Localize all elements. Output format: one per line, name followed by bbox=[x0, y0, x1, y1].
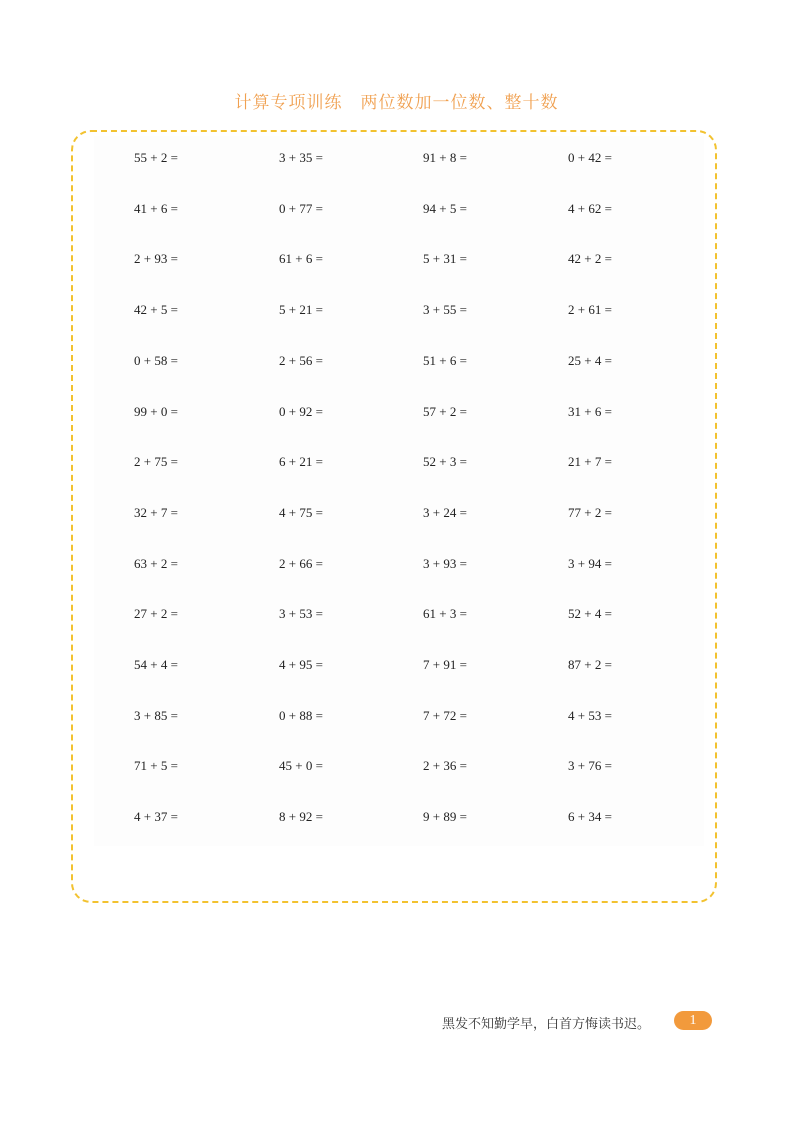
math-problem: 61 + 3 = bbox=[423, 606, 467, 622]
math-problem: 0 + 58 = bbox=[134, 352, 178, 368]
math-problem: 3 + 24 = bbox=[423, 504, 467, 520]
worksheet-title: 计算专项训练 两位数加一位数、整十数 bbox=[234, 93, 559, 113]
math-problem: 2 + 93 = bbox=[134, 251, 178, 267]
math-problem: 2 + 66 = bbox=[279, 555, 323, 571]
exercise-grid bbox=[94, 136, 704, 846]
math-problem: 55 + 2 = bbox=[134, 150, 178, 165]
page-number-badge: 1 bbox=[674, 1011, 712, 1030]
math-problem: 9 + 89 = bbox=[423, 809, 467, 825]
math-problem: 42 + 2 = bbox=[568, 251, 612, 267]
math-problem: 91 + 8 = bbox=[423, 150, 467, 165]
math-problem: 3 + 76 = bbox=[568, 758, 612, 774]
math-problem: 3 + 93 = bbox=[423, 555, 467, 571]
math-problem: 94 + 5 = bbox=[423, 200, 467, 216]
math-problem: 54 + 4 = bbox=[134, 657, 178, 672]
math-problem: 8 + 92 = bbox=[279, 809, 323, 825]
math-problem: 2 + 36 = bbox=[423, 758, 467, 774]
math-problem: 0 + 42 = bbox=[568, 150, 612, 165]
math-problem: 4 + 53 = bbox=[568, 707, 612, 723]
math-problem: 31 + 6 = bbox=[568, 403, 612, 419]
math-problem: 4 + 75 = bbox=[279, 504, 323, 520]
math-problem: 61 + 6 = bbox=[279, 251, 323, 267]
math-problem: 3 + 94 = bbox=[568, 555, 612, 571]
math-problem: 42 + 5 = bbox=[134, 302, 178, 318]
math-problem: 77 + 2 = bbox=[568, 504, 612, 520]
math-problem: 87 + 2 = bbox=[568, 657, 612, 672]
math-problem: 2 + 61 = bbox=[568, 302, 612, 318]
math-problem: 4 + 62 = bbox=[568, 200, 612, 216]
math-problem: 21 + 7 = bbox=[568, 454, 612, 470]
math-problem: 6 + 21 = bbox=[279, 454, 323, 470]
math-problem: 45 + 0 = bbox=[279, 758, 323, 774]
math-problem: 0 + 88 = bbox=[279, 707, 323, 723]
math-problem: 57 + 2 = bbox=[423, 403, 467, 419]
math-problem: 51 + 6 = bbox=[423, 352, 467, 368]
math-problem: 3 + 85 = bbox=[134, 707, 178, 723]
math-problem: 25 + 4 = bbox=[568, 352, 612, 368]
math-problem: 3 + 53 = bbox=[279, 606, 323, 622]
math-problem: 52 + 4 = bbox=[568, 606, 612, 622]
math-problem: 4 + 95 = bbox=[279, 657, 323, 672]
math-problem: 27 + 2 = bbox=[134, 606, 178, 622]
math-problem: 7 + 72 = bbox=[423, 707, 467, 723]
math-problem: 63 + 2 = bbox=[134, 555, 178, 571]
math-problem: 2 + 75 = bbox=[134, 454, 178, 470]
math-problem: 52 + 3 = bbox=[423, 454, 467, 470]
math-problem: 3 + 55 = bbox=[423, 302, 467, 318]
math-problem: 2 + 56 = bbox=[279, 352, 323, 368]
math-problem: 41 + 6 = bbox=[134, 200, 178, 216]
math-problem: 32 + 7 = bbox=[134, 504, 178, 520]
math-problem: 3 + 35 = bbox=[279, 150, 323, 165]
math-problem: 99 + 0 = bbox=[134, 403, 178, 419]
math-problem: 5 + 31 = bbox=[423, 251, 467, 267]
math-problem: 7 + 91 = bbox=[423, 657, 467, 672]
math-problem: 4 + 37 = bbox=[134, 809, 178, 825]
math-problem: 6 + 34 = bbox=[568, 809, 612, 825]
math-problem: 0 + 92 = bbox=[279, 403, 323, 419]
math-problem: 0 + 77 = bbox=[279, 200, 323, 216]
math-problem: 5 + 21 = bbox=[279, 302, 323, 318]
footer-quote: 黑发不知勤学早，白首方悔读书迟。 bbox=[441, 1017, 650, 1032]
math-problem: 71 + 5 = bbox=[134, 758, 178, 774]
